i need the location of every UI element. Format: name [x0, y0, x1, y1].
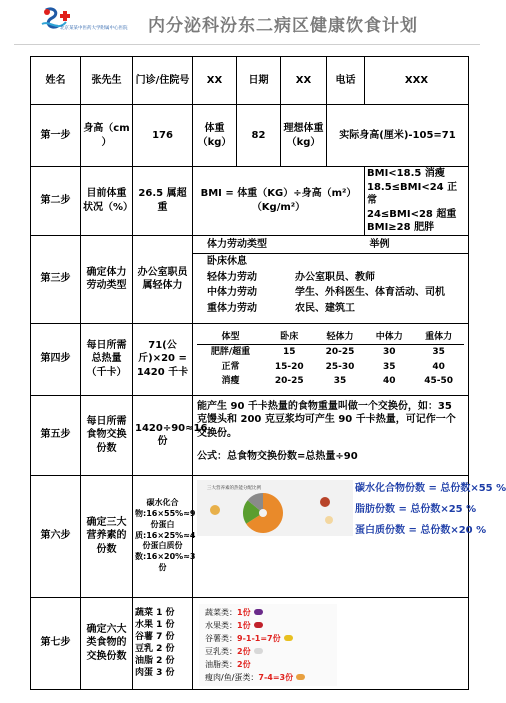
step6-row	[31, 475, 469, 597]
col-header: 卧床	[264, 330, 315, 345]
corn-icon	[284, 635, 293, 641]
cell: 40	[432, 361, 445, 372]
carb-formula: 碳水化合物份数 = 总份数×55 %	[355, 482, 506, 494]
weight-status-label: 目前体重状况（%）	[81, 167, 133, 236]
bmi-range-item: BMI≥28 肥胖	[367, 222, 435, 233]
labor-row	[193, 254, 468, 270]
bmi-formula: BMI = 体重（KG）÷身高（m²）（Kg/m²）	[193, 167, 365, 236]
labor-type: 卧床休息	[207, 256, 247, 267]
food-groups-panel	[193, 597, 469, 689]
hospital-logo	[38, 6, 138, 36]
name-label: 姓名	[31, 57, 81, 105]
food-groups-label: 确定六大类食物的交换份数	[81, 597, 133, 689]
food-count: 蔬菜 1 份	[135, 607, 175, 618]
food-group-oil: 油脂类：2份	[205, 659, 251, 669]
labor-row	[193, 301, 468, 317]
food-count: 豆乳 2 份	[135, 644, 175, 654]
weight-label: 体重（kg）	[193, 105, 237, 167]
cell: 肥胖/超重	[210, 347, 251, 358]
labor-type-label: 确定体力劳动类型	[81, 235, 133, 323]
header-divider	[14, 44, 480, 45]
food-group-fruit: 水果类：1份	[205, 621, 263, 632]
bmi-ranges	[365, 167, 469, 236]
cell: 35	[432, 347, 445, 358]
food-icon-egg	[325, 516, 333, 524]
calorie-table-header	[197, 330, 464, 345]
food-group-grain: 谷薯类：9-1-1=7份	[205, 634, 293, 645]
height-label: 身高（cm ）	[81, 105, 133, 167]
height-value: 176	[133, 105, 193, 167]
bmi-range-item: 24≤BMI<28 超重	[367, 208, 457, 220]
step7-label: 第七步	[31, 597, 81, 689]
calorie-table-row	[197, 374, 464, 388]
food-group-protein: 瘦肉/鱼/蛋类：7-4=3份	[205, 673, 305, 684]
chart-title: 三大营养素的热能分配比例	[207, 485, 261, 491]
fruit-icon	[254, 622, 263, 628]
weight-status-value: 26.5 属超重	[133, 167, 193, 236]
food-count: 肉蛋 3 份	[135, 668, 175, 679]
col-header: 中体力	[365, 330, 413, 345]
cell: 45-50	[424, 375, 454, 386]
name-value: 张先生	[81, 57, 133, 105]
food-icon-bread	[210, 505, 220, 515]
exchange-label: 每日所需食物交换份数	[81, 395, 133, 475]
col-header: 轻体力	[315, 330, 366, 345]
labor-example: 农民、建筑工	[295, 302, 355, 314]
calorie-table	[193, 323, 469, 395]
step6-label: 第六步	[31, 475, 81, 597]
egg-icon	[296, 674, 305, 680]
col-header: 重体力	[413, 330, 464, 345]
cell: 20-25	[274, 375, 304, 386]
labor-col-type: 体力劳动类型	[207, 238, 267, 250]
cell: 正常	[221, 361, 240, 372]
labor-type-table	[193, 235, 469, 323]
diet-plan-table	[30, 56, 506, 690]
protein-formula: 蛋白质份数 = 总份数×20 %	[355, 524, 487, 536]
food-group-dairy: 豆乳类：2份	[205, 647, 263, 658]
pie-center	[259, 509, 267, 517]
step3-label: 第三步	[31, 235, 81, 323]
macro-label: 确定三大营养素的份数	[81, 475, 133, 597]
step5-label: 第五步	[31, 395, 81, 475]
step3-row	[31, 235, 469, 323]
date-value: XX	[281, 57, 327, 105]
step7-row	[31, 597, 469, 689]
calorie-table-row	[197, 360, 464, 374]
info-row	[31, 57, 469, 105]
labor-row	[193, 270, 468, 286]
food-group-counts	[133, 597, 193, 689]
eggplant-icon	[254, 609, 263, 615]
macro-panel	[193, 475, 506, 597]
food-count: 谷薯 7 份	[135, 631, 175, 642]
food-groups-image	[199, 604, 337, 686]
cell: 35	[333, 375, 347, 386]
calories-label: 每日所需总热量（千卡）	[81, 323, 133, 395]
ideal-weight-label: 理想体重（kg）	[281, 105, 327, 167]
step5-row	[31, 395, 469, 475]
step1-row	[31, 105, 469, 167]
calorie-table-row	[197, 345, 464, 360]
step1-label: 第一步	[31, 105, 81, 167]
bmi-range-item: BMI<18.5 消瘦	[367, 168, 445, 179]
food-count: 油脂 2 份	[135, 656, 175, 667]
ideal-weight-formula: 实际身高(厘米)-105=71	[327, 105, 469, 167]
step4-label: 第四步	[31, 323, 81, 395]
labor-row	[193, 285, 468, 301]
labor-type-value: 办公室职员属轻体力	[133, 235, 193, 323]
cell: 35	[383, 361, 396, 372]
exchange-text: 能产生 90 千卡热量的食物重量叫做一个交换份，如：35 克馒头和 200 克豆浆均可产生 90 千卡热量，可记作一个交换份。	[197, 400, 456, 439]
page-title: 内分泌科汾东二病区健康饮食计划	[148, 16, 418, 36]
cell: 40	[383, 375, 396, 386]
labor-example: 学生、外科医生、体育活动、司机	[295, 287, 445, 298]
id-value: XX	[193, 57, 237, 105]
labor-example: 办公室职员、教师	[295, 271, 375, 283]
exchange-value: 1420÷90≈16 份	[133, 395, 193, 475]
labor-type: 重体力劳动	[207, 302, 257, 314]
fat-formula: 脂肪份数 = 总份数×25 %	[355, 503, 477, 515]
cell: 30	[383, 347, 396, 358]
labor-table-header	[193, 236, 468, 255]
food-icon-meat	[320, 497, 330, 507]
page-header	[0, 0, 500, 48]
date-label: 日期	[237, 57, 281, 105]
labor-type: 中体力劳动	[207, 287, 257, 298]
cell: 15	[283, 347, 296, 358]
macro-ratio-chart	[197, 480, 353, 536]
calories-value: 71(公斤)×20 = 1420 千卡	[133, 323, 193, 395]
cell: 20-25	[325, 347, 355, 358]
step2-row	[31, 167, 469, 236]
macro-values: 碳水化合物:16×55%≈9 份蛋白质:16×25%≈4 份蛋白质份数:16×20%≈3 份	[133, 475, 193, 597]
phone-value: XXX	[365, 57, 469, 105]
cell: 15-20	[274, 361, 304, 372]
labor-example	[295, 255, 464, 269]
labor-type: 轻体力劳动	[207, 271, 257, 283]
food-group-vegetable: 蔬菜类：1份	[205, 608, 263, 619]
phone-label: 电话	[327, 57, 365, 105]
exchange-formula: 公式：总食物交换份数=总热量÷90	[197, 451, 358, 462]
logo-subtitle: 北京某某中医药大学附属中心医院	[60, 26, 128, 31]
cell: 25-30	[325, 361, 355, 372]
weight-value: 82	[237, 105, 281, 167]
food-count: 水果 1 份	[135, 619, 175, 630]
col-header: 体型	[197, 330, 264, 345]
labor-col-example: 举例	[369, 238, 390, 250]
bmi-range-item: 18.5≤BMI<24 正常	[367, 181, 458, 206]
milk-icon	[254, 648, 263, 654]
id-label: 门诊/住院号	[133, 57, 193, 105]
cell: 消瘦	[221, 375, 240, 386]
step4-row	[31, 323, 469, 395]
exchange-explanation	[193, 395, 469, 475]
step2-label: 第二步	[31, 167, 81, 236]
